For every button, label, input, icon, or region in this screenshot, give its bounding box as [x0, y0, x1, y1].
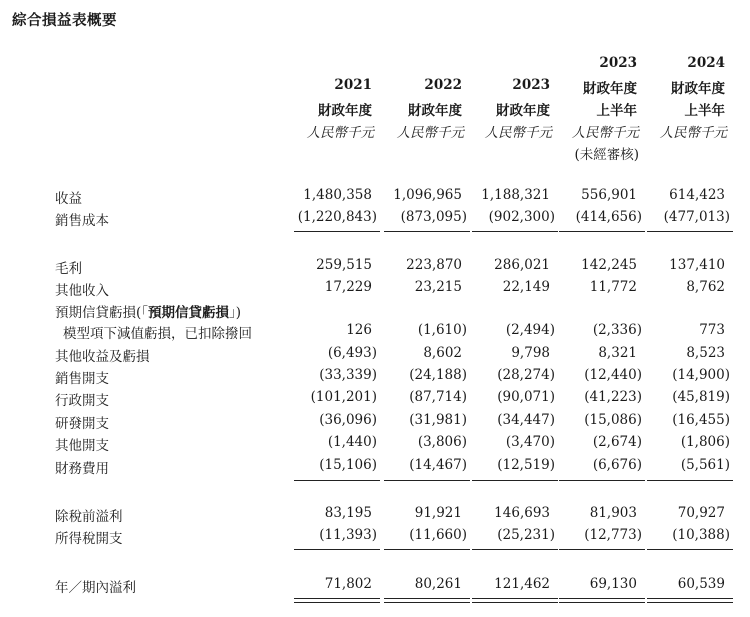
subtotal-rule: [472, 231, 558, 232]
subtotal-rule: [559, 231, 645, 232]
subtotal-rule: [384, 549, 470, 550]
table-cell: 259,515: [316, 257, 372, 273]
table-cell: 614,423: [669, 187, 725, 203]
table-cell: (11,393): [319, 527, 377, 543]
table-cell: 91,921: [414, 505, 462, 521]
table-cell: (15,106): [319, 457, 377, 473]
row-label: 銷售開支: [55, 371, 109, 387]
subtotal-rule: [294, 480, 380, 481]
row-label: [55, 301, 241, 321]
table-cell: 142,245: [581, 257, 637, 273]
total-double-rule: [294, 598, 380, 603]
table-cell: (12,440): [584, 367, 642, 383]
subtotal-rule: [647, 549, 733, 550]
table-cell: (16,455): [672, 412, 730, 428]
table-cell: 70,927: [677, 505, 725, 521]
table-cell: 1,096,965: [393, 187, 462, 203]
column-year: 2021: [334, 77, 372, 93]
table-cell: (14,900): [672, 367, 730, 383]
table-row: [0, 412, 750, 434]
column-unit: 人民幣千元: [571, 125, 639, 141]
table-cell: (41,223): [584, 389, 642, 405]
table-row: [0, 345, 750, 367]
table-cell: (11,660): [409, 527, 467, 543]
subtotal-rule: [472, 480, 558, 481]
table-row: [0, 389, 750, 411]
column-year: 2023: [599, 55, 637, 71]
row-label: 毛利: [55, 261, 82, 277]
subtotal-rule: [384, 480, 470, 481]
table-row: [0, 434, 750, 456]
table-cell: (902,300): [488, 209, 555, 225]
table-row: [0, 301, 750, 323]
table-cell: (34,447): [497, 412, 555, 428]
row-label: 行政開支: [55, 393, 109, 409]
column-year: 2024: [687, 55, 725, 71]
column-period: 財政年度: [671, 81, 725, 97]
column-year: 2023: [512, 77, 550, 93]
table-cell: (873,095): [400, 209, 467, 225]
table-cell: (477,013): [663, 209, 730, 225]
row-label-defined-term: 預期信貸虧損: [148, 305, 230, 321]
table-cell: (15,086): [584, 412, 642, 428]
table-cell: 60,539: [677, 576, 725, 592]
column-unit: 人民幣千元: [306, 125, 374, 141]
subtotal-rule: [294, 549, 380, 550]
table-row: [0, 527, 750, 549]
row-label: 其他開支: [55, 438, 109, 454]
table-cell: 137,410: [669, 257, 725, 273]
column-period: 財政年度: [318, 103, 372, 119]
table-cell: 80,261: [414, 576, 462, 592]
table-cell: 9,798: [511, 345, 550, 361]
subtotal-rule: [647, 480, 733, 481]
row-label: 銷售成本: [55, 213, 109, 229]
table-row: [0, 457, 750, 479]
table-cell: (33,339): [319, 367, 377, 383]
subtotal-rule: [559, 549, 645, 550]
table-cell: 223,870: [406, 257, 462, 273]
column-period: 財政年度: [408, 103, 462, 119]
table-row: [0, 322, 750, 344]
table-cell: (12,773): [584, 527, 642, 543]
table-cell: 22,149: [502, 279, 550, 295]
table-cell: 69,130: [589, 576, 637, 592]
table-cell: (1,610): [417, 322, 467, 338]
row-label: 其他收益及虧損: [55, 349, 150, 365]
column-year: 2022: [424, 77, 462, 93]
table-cell: 8,523: [686, 345, 725, 361]
table-cell: (90,071): [497, 389, 555, 405]
row-label-part: 」): [229, 305, 242, 321]
table-cell: 11,772: [589, 279, 637, 295]
column-subperiod: 上半年: [684, 103, 725, 119]
table-cell: 1,188,321: [481, 187, 550, 203]
table-row: [0, 187, 750, 209]
row-label: 除稅前溢利: [55, 509, 123, 525]
table-cell: (6,676): [592, 457, 642, 473]
subtotal-rule: [559, 480, 645, 481]
table-row: [0, 279, 750, 301]
table-cell: (6,493): [327, 345, 377, 361]
row-label: 財務費用: [55, 461, 109, 477]
table-row: [0, 367, 750, 389]
table-cell: 8,602: [423, 345, 462, 361]
row-label: 其他收入: [55, 283, 109, 299]
table-cell: 1,480,358: [303, 187, 372, 203]
table-cell: (45,819): [672, 389, 730, 405]
column-subperiod: 上半年: [596, 103, 637, 119]
table-cell: (1,806): [680, 434, 730, 450]
row-label-part: 預期信貸虧損(「: [55, 305, 149, 321]
table-cell: 83,195: [324, 505, 372, 521]
table-cell: 17,229: [324, 279, 372, 295]
table-cell: (24,188): [409, 367, 467, 383]
column-unit: 人民幣千元: [659, 125, 727, 141]
table-cell: 773: [699, 322, 725, 338]
table-cell: (2,336): [592, 322, 642, 338]
subtotal-rule: [472, 549, 558, 550]
table-cell: 8,762: [686, 279, 725, 295]
subtotal-rule: [384, 231, 470, 232]
table-cell: (10,388): [672, 527, 730, 543]
table-cell: 8,321: [598, 345, 637, 361]
column-period: 財政年度: [583, 81, 637, 97]
table-cell: (2,494): [505, 322, 555, 338]
total-double-rule: [472, 598, 558, 603]
table-cell: 146,693: [494, 505, 550, 521]
table-cell: (87,714): [409, 389, 467, 405]
table-cell: 71,802: [324, 576, 372, 592]
row-label: 研發開支: [55, 416, 109, 432]
table-cell: (25,231): [497, 527, 555, 543]
table-cell: 126: [346, 322, 372, 338]
subtotal-rule: [647, 231, 733, 232]
total-double-rule: [384, 598, 470, 603]
table-cell: 23,215: [414, 279, 462, 295]
total-double-rule: [559, 598, 645, 603]
table-row: [0, 505, 750, 527]
table-cell: (14,467): [409, 457, 467, 473]
column-unit: 人民幣千元: [484, 125, 552, 141]
column-unit: 人民幣千元: [396, 125, 464, 141]
table-row: [0, 209, 750, 231]
table-cell: (28,274): [497, 367, 555, 383]
table-cell: (5,561): [680, 457, 730, 473]
table-cell: (1,440): [327, 434, 377, 450]
table-row: [0, 576, 750, 598]
table-cell: 121,462: [494, 576, 550, 592]
row-label: 模型項下減值虧損，已扣除撥回: [63, 326, 252, 342]
row-label: 所得稅開支: [55, 531, 123, 547]
table-cell: (1,220,843): [297, 209, 377, 225]
table-cell: (414,656): [575, 209, 642, 225]
table-cell: (3,470): [505, 434, 555, 450]
table-row: [0, 257, 750, 279]
table-cell: (101,201): [310, 389, 377, 405]
table-cell: (12,519): [497, 457, 555, 473]
total-double-rule: [647, 598, 733, 603]
table-cell: (2,674): [592, 434, 642, 450]
table-cell: (31,981): [409, 412, 467, 428]
row-label: 年／期內溢利: [55, 580, 136, 596]
table-cell: (36,096): [319, 412, 377, 428]
subtotal-rule: [294, 231, 380, 232]
table-cell: 286,021: [494, 257, 550, 273]
page-title: 綜合損益表概要: [12, 12, 117, 29]
column-period: 財政年度: [496, 103, 550, 119]
row-label: 收益: [55, 191, 82, 207]
table-cell: (3,806): [417, 434, 467, 450]
column-note: (未經審核): [574, 147, 639, 163]
table-cell: 556,901: [581, 187, 637, 203]
table-cell: 81,903: [589, 505, 637, 521]
